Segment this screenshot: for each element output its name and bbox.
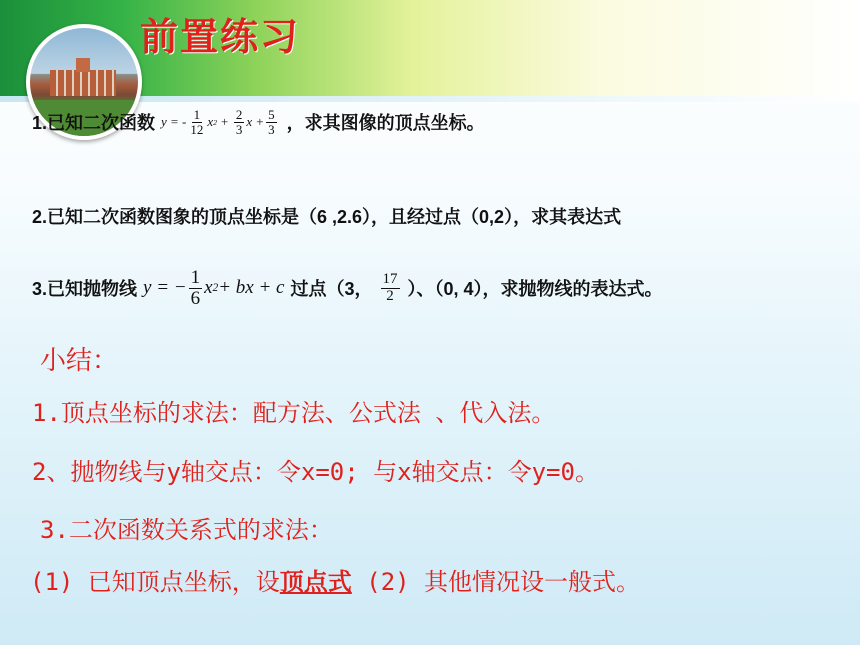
- frac-num: 17: [382, 271, 398, 288]
- frac-num: 5: [268, 107, 275, 122]
- summary-item-4: [30, 562, 640, 597]
- fraction-17-2: [381, 272, 400, 305]
- page-title: 前置练习: [140, 15, 301, 59]
- question-1: [32, 108, 485, 136]
- var-x-plus: x +: [246, 114, 265, 130]
- plus-sign: +: [220, 114, 229, 130]
- photo-tower: [76, 58, 90, 72]
- question-3-prefix: 3.已知抛物线: [32, 279, 138, 300]
- question-2-text: 2.已知二次函数图象的顶点坐标是（6 ,2.6），且经过点（0,2），求其表达式: [32, 207, 622, 227]
- summary-title: 小结：: [40, 346, 119, 376]
- frac-den: 12: [190, 121, 204, 137]
- exp-2: 2: [212, 282, 219, 295]
- question-3: [32, 268, 663, 309]
- formula-tail: + bx + c: [218, 277, 285, 299]
- summary-item-4-c: (2) 其他情况设一般式。: [351, 568, 641, 596]
- frac-den: 6: [190, 287, 201, 309]
- frac-num: 1: [193, 107, 201, 122]
- frac-den: 3: [268, 121, 275, 137]
- question-1-prefix: 1.已知二次函数: [32, 113, 156, 134]
- question-1-suffix: ，求其图像的顶点坐标。: [286, 113, 485, 134]
- frac-den: 3: [235, 121, 243, 137]
- summary-item-3: 3.二次函数关系式的求法：: [40, 516, 333, 544]
- frac-den: 2: [386, 287, 394, 304]
- summary-item-2: 2、抛物线与y轴交点：令x=0; 与x轴交点：令y=0。: [32, 458, 599, 486]
- question-3-formula: [143, 268, 284, 309]
- formula-lhs: y = -: [161, 114, 187, 130]
- question-1-formula: [161, 108, 279, 136]
- vertex-form-term: 顶点式: [279, 568, 352, 596]
- var-x: x: [207, 114, 214, 130]
- fraction-2-3: [234, 108, 245, 136]
- summary-item-4-a: (1) 已知顶点坐标，设: [30, 568, 280, 596]
- summary-item-1: 1.顶点坐标的求法：配方法、公式法 、代入法。: [32, 399, 556, 427]
- frac-num: 1: [190, 267, 201, 288]
- point-fraction: [379, 272, 402, 305]
- question-3-mid: 过点（3，: [290, 279, 373, 300]
- formula-lhs: y = −: [143, 277, 187, 299]
- fraction-5-3: [266, 108, 277, 136]
- frac-num: 2: [235, 107, 243, 122]
- photo-building: [50, 70, 116, 96]
- var-x: x: [204, 277, 213, 299]
- exp-2: 2: [213, 117, 218, 127]
- question-3-suffix: ）、（0, 4），求抛物线的表达式。: [407, 279, 663, 300]
- fraction-1-12: [188, 108, 205, 136]
- fraction-1-6: [189, 268, 203, 309]
- question-2: [32, 203, 621, 229]
